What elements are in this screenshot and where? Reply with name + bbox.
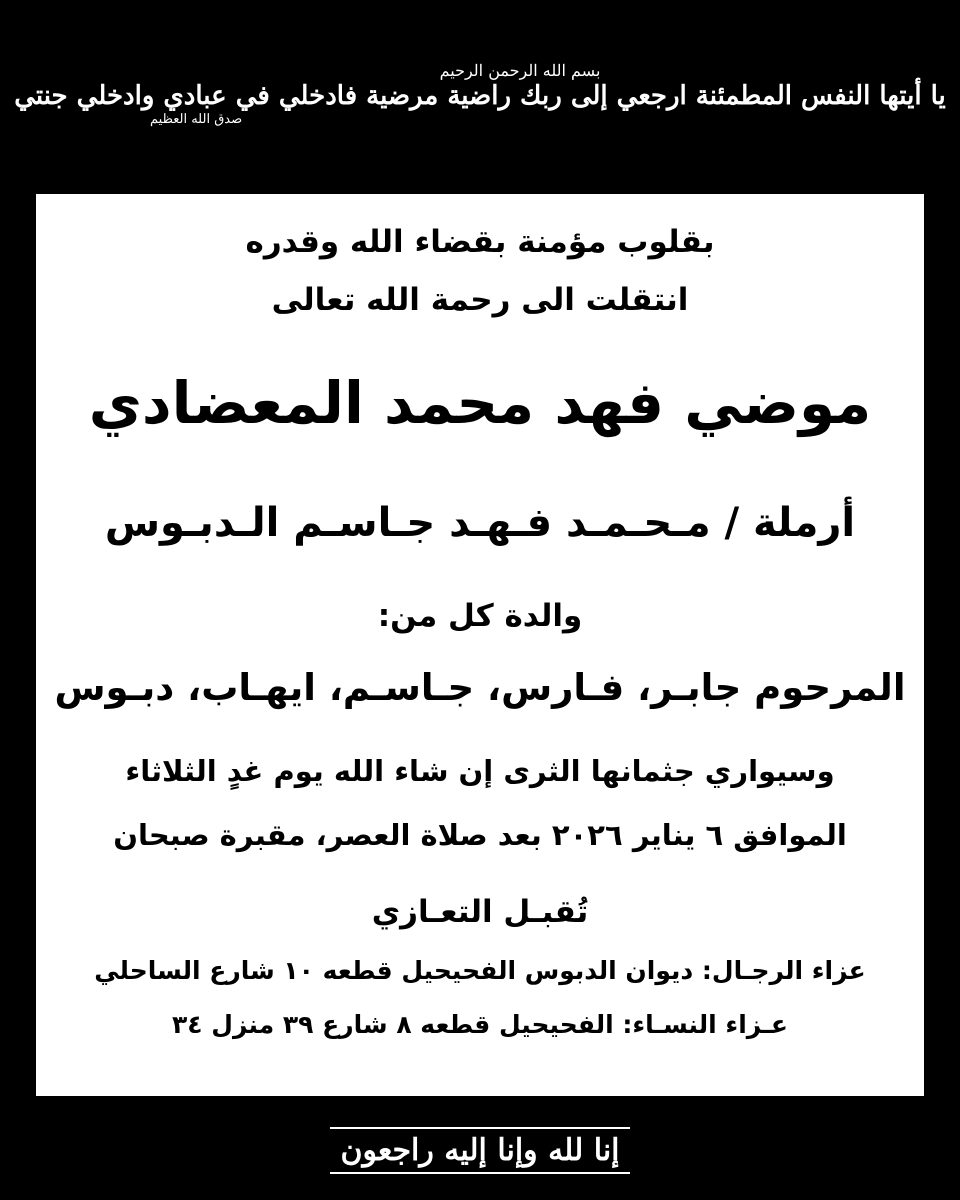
- condolences-title: تُقبـل التعـازي: [371, 894, 589, 930]
- istirja-calligraphy: إنا لله وإنا إليه راجعون: [330, 1127, 629, 1174]
- calligraphy-header: [0, 0, 960, 188]
- widow-of: أرملة / مـحـمـد فـهـد جـاسـم الـدبـوس: [104, 500, 856, 546]
- calligraphy-footer: [0, 1100, 960, 1200]
- notice-panel: [36, 194, 924, 1096]
- deceased-name: موضي فهد محمد المعضادي: [88, 369, 872, 437]
- quran-verse: يا أيتها النفس المطمئنة ارجعي إلى ربك راضية مرضية فادخلي في عبادي وادخلي جنتي: [14, 80, 946, 111]
- women-condolences: عـزاء النسـاء: الفحيحيل قطعه ٨ شارع ٣٩ منزل ٣٤: [172, 1010, 788, 1039]
- men-condolences: عزاء الرجـال: ديوان الدبوس الفحيحيل قطعه ١٠ شارع الساحلي: [94, 956, 866, 985]
- intro-line-2: انتقلت الى رحمة الله تعالى: [271, 282, 689, 318]
- children-names: المرحوم جابـر، فـارس، جـاسـم، ايهـاب، دبـوس: [54, 666, 906, 709]
- intro-line-1: بقلوب مؤمنة بقضاء الله وقدره: [245, 224, 715, 260]
- burial-line-2: الموافق ٦ يناير ٢٠٢٦ بعد صلاة العصر، مقبرة صبحان: [113, 818, 847, 852]
- basmala: بسم الله الرحمن الرحيم: [439, 60, 601, 80]
- mother-of-label: والدة كل من:: [377, 598, 583, 634]
- burial-line-1: وسيواري جثمانها الثرى إن شاء الله يوم غدٍ الثلاثاء: [125, 754, 835, 788]
- verse-closing: صدق الله العظيم: [150, 112, 243, 128]
